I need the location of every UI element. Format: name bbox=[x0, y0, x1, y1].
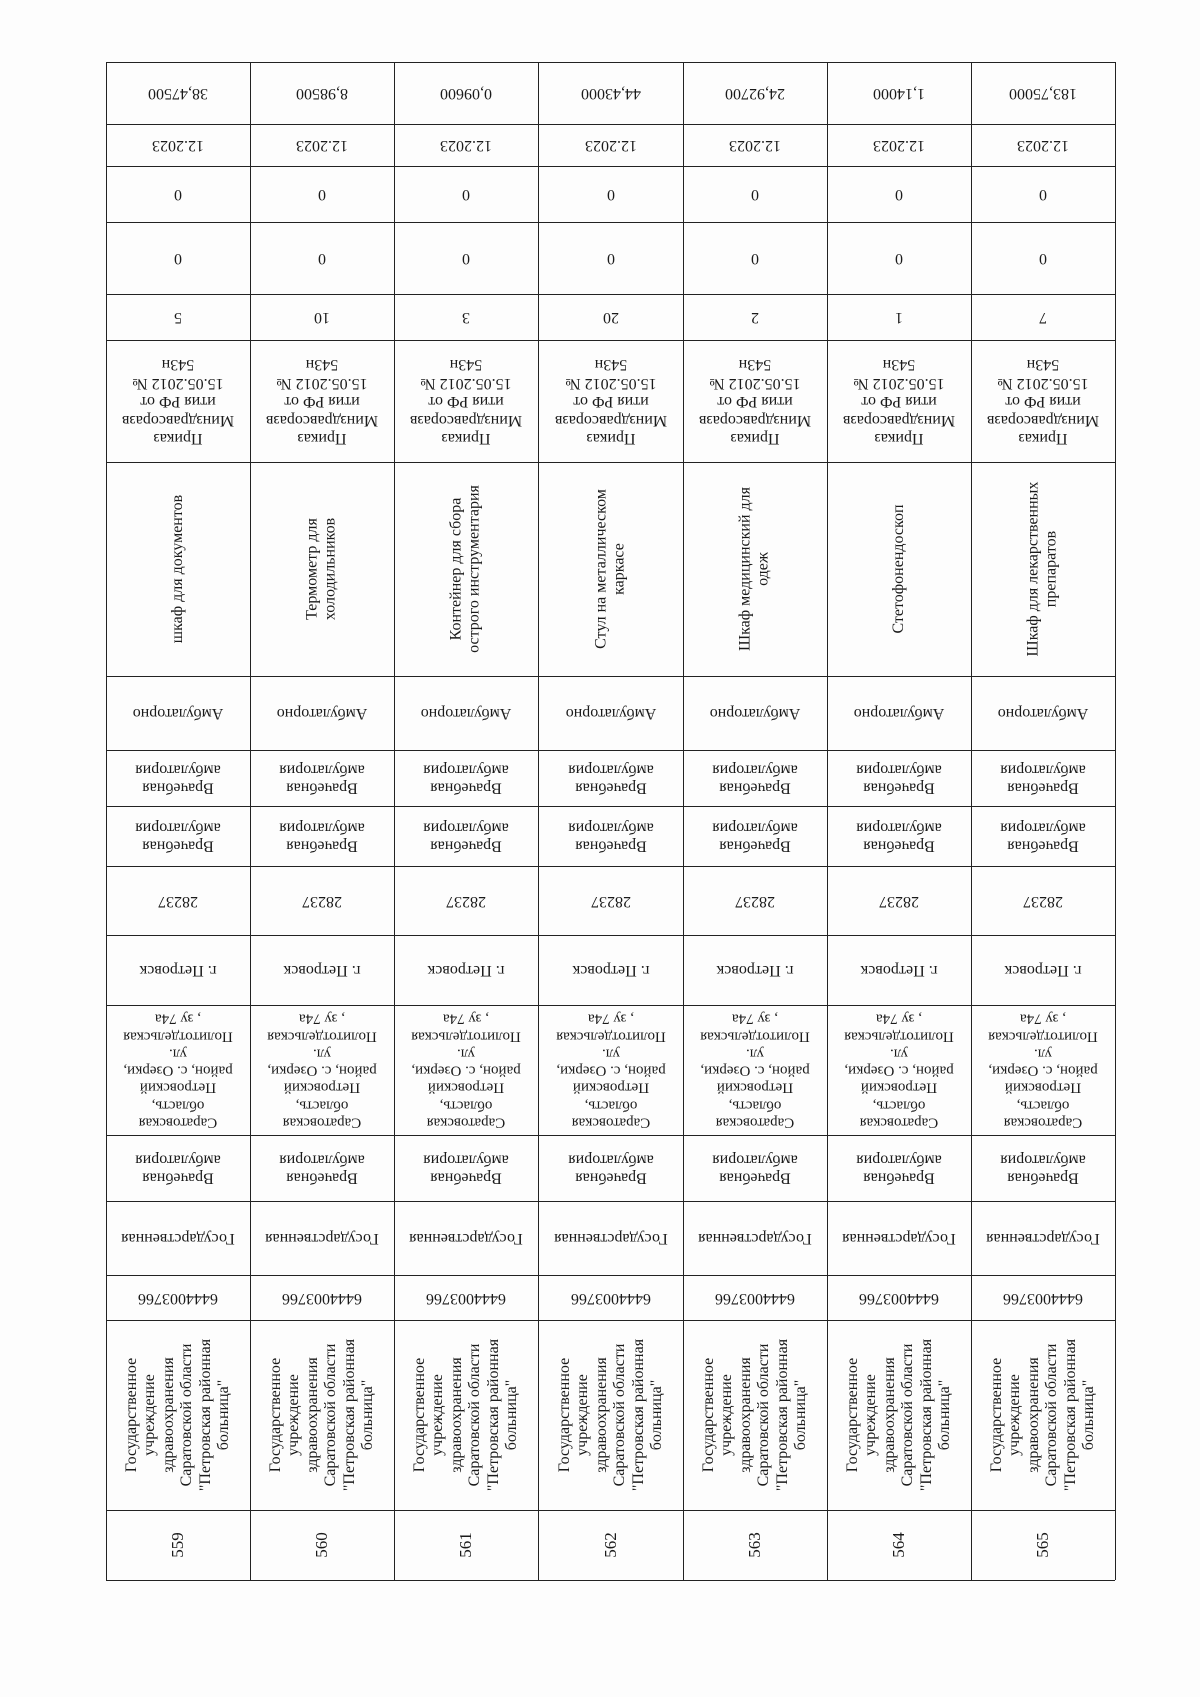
cell-text-qty_missing: 0 bbox=[174, 186, 182, 204]
cell-text-org: Государственное учреждение здравоохранения Саратовской области "Петровская районная больница" bbox=[843, 1338, 953, 1492]
table-cell-subdiv1 bbox=[106, 806, 250, 866]
table-cell-mode bbox=[827, 676, 971, 750]
cell-text-basis: Приказ Минздравсоразв ития РФ от 15.05.2012 № 543н bbox=[409, 356, 523, 447]
table-cell-num bbox=[106, 1510, 250, 1580]
cell-text-ownership: Государственная bbox=[842, 1230, 956, 1248]
cell-text-subdiv2: Врачебная амбулатория bbox=[135, 761, 221, 797]
cell-text-code: 28237 bbox=[879, 892, 919, 910]
cell-text-basis: Приказ Минздравсоразв ития РФ от 15.05.2012 № 543н bbox=[986, 356, 1100, 447]
cell-text-subdiv1: Врачебная амбулатория bbox=[567, 819, 654, 855]
cell-text-city: г. Петровск bbox=[572, 962, 649, 980]
cell-text-mode: Амбулаторно bbox=[997, 705, 1089, 723]
table-cell-num bbox=[394, 1510, 538, 1580]
cell-text-subdiv2: Врачебная амбулатория bbox=[712, 761, 798, 797]
cell-text-num: 563 bbox=[745, 1532, 765, 1558]
cell-text-code: 28237 bbox=[446, 892, 486, 910]
cell-text-subdiv1: Врачебная амбулатория bbox=[279, 819, 365, 855]
table-cell-mode bbox=[538, 676, 683, 750]
cell-text-city: г. Петровск bbox=[427, 962, 505, 980]
cell-text-subdiv1: Врачебная амбулатория bbox=[1000, 819, 1086, 855]
table-rule-horizontal bbox=[106, 1580, 1115, 1581]
cell-text-org: Государственное учреждение здравоохранения Саратовской области "Петровская районная больница" bbox=[987, 1338, 1097, 1492]
cell-text-qty_present: 0 bbox=[895, 250, 903, 268]
cell-text-qty_missing: 0 bbox=[1039, 186, 1047, 204]
cell-text-cost: 8,98500 bbox=[296, 85, 348, 103]
cell-text-address: Саратовская область, Петровский район, с. Озерки, ул. Политотдельская , зу 74а bbox=[700, 1010, 810, 1131]
table-cell-basis bbox=[683, 340, 827, 462]
cell-text-address: Саратовская область, Петровский район, с. Озерки, ул. Политотдельская , зу 74а bbox=[267, 1010, 377, 1131]
cell-text-num: 559 bbox=[168, 1532, 188, 1558]
table-cell-inn bbox=[250, 1275, 394, 1320]
cell-text-subdiv2: Врачебная амбулатория bbox=[279, 761, 365, 797]
cell-text-qty_missing: 0 bbox=[606, 186, 615, 204]
cell-text-ownership: Государственная bbox=[121, 1230, 235, 1248]
table-cell-ownership bbox=[827, 1201, 971, 1275]
table-cell-address bbox=[971, 1005, 1115, 1135]
cell-text-inn: 6444003766 bbox=[1003, 1289, 1083, 1307]
table-cell-qty_required bbox=[683, 294, 827, 340]
table-cell-ownership bbox=[106, 1201, 250, 1275]
table-cell-mode bbox=[394, 676, 538, 750]
cell-text-address: Саратовская область, Петровский район, с. Озерки, ул. Политотдельская , зу 74а bbox=[555, 1010, 666, 1131]
table-cell-cost bbox=[827, 62, 971, 124]
cell-text-qty_required: 3 bbox=[462, 309, 470, 327]
table-cell-date bbox=[250, 124, 394, 166]
cell-text-item: Термометр для холодильников bbox=[303, 517, 339, 621]
table-cell-date bbox=[971, 124, 1115, 166]
table-cell-qty_missing bbox=[394, 166, 538, 222]
table-cell-org bbox=[538, 1320, 683, 1510]
cell-text-num: 564 bbox=[889, 1532, 909, 1558]
table-cell-num bbox=[971, 1510, 1115, 1580]
table-cell-ownership bbox=[538, 1201, 683, 1275]
table-cell-item bbox=[106, 462, 250, 676]
table-cell-qty_required bbox=[250, 294, 394, 340]
table-cell-inn bbox=[971, 1275, 1115, 1320]
cell-text-type: Врачебная амбулатория bbox=[279, 1151, 365, 1187]
cell-text-num: 565 bbox=[1033, 1532, 1053, 1558]
table-cell-type bbox=[827, 1135, 971, 1201]
cell-text-date: 12.2023 bbox=[1017, 137, 1069, 155]
table-cell-qty_missing bbox=[106, 166, 250, 222]
table-cell-code bbox=[971, 866, 1115, 935]
cell-text-type: Врачебная амбулатория bbox=[856, 1151, 942, 1187]
cell-text-city: г. Петровск bbox=[139, 962, 217, 980]
cell-text-code: 28237 bbox=[158, 892, 198, 910]
cell-text-qty_required: 1 bbox=[895, 309, 903, 327]
cell-text-city: г. Петровск bbox=[1004, 962, 1082, 980]
table-cell-mode bbox=[106, 676, 250, 750]
table-cell-date bbox=[538, 124, 683, 166]
cell-text-item: шкаф для документов bbox=[168, 494, 186, 644]
table-cell-code bbox=[106, 866, 250, 935]
table-cell-type bbox=[106, 1135, 250, 1201]
cell-text-org: Государственное учреждение здравоохранения Саратовской области "Петровская районная больница" bbox=[410, 1338, 520, 1492]
table-cell-mode bbox=[971, 676, 1115, 750]
table-cell-org bbox=[394, 1320, 538, 1510]
table-cell-qty_required bbox=[106, 294, 250, 340]
table-cell-subdiv1 bbox=[827, 806, 971, 866]
cell-text-qty_required: 2 bbox=[751, 309, 759, 327]
cell-text-mode: Амбулаторно bbox=[420, 705, 512, 723]
table-cell-subdiv1 bbox=[971, 806, 1115, 866]
table-cell-inn bbox=[106, 1275, 250, 1320]
cell-text-item: Стетофонендоскоп bbox=[889, 504, 907, 634]
table-cell-qty_required bbox=[394, 294, 538, 340]
table-cell-city bbox=[971, 935, 1115, 1005]
cell-text-item: Контейнер для сбора острого инструментария bbox=[447, 485, 483, 653]
table-cell-basis bbox=[538, 340, 683, 462]
cell-text-type: Врачебная амбулатория bbox=[567, 1151, 654, 1187]
table-cell-qty_present bbox=[827, 222, 971, 294]
table-cell-qty_present bbox=[538, 222, 683, 294]
cell-text-subdiv1: Врачебная амбулатория bbox=[423, 819, 509, 855]
cell-text-subdiv1: Врачебная амбулатория bbox=[135, 819, 221, 855]
table-cell-mode bbox=[250, 676, 394, 750]
table-cell-num bbox=[538, 1510, 683, 1580]
cell-text-address: Саратовская область, Петровский район, с. Озерки, ул. Политотдельская , зу 74а bbox=[988, 1010, 1098, 1131]
table-cell-code bbox=[827, 866, 971, 935]
cell-text-item: Шкаф медицинский для одеж bbox=[736, 486, 772, 652]
cell-text-type: Врачебная амбулатория bbox=[423, 1151, 509, 1187]
cell-text-item: Шкаф для лекарственных препаратов bbox=[1024, 481, 1060, 657]
table-cell-subdiv2 bbox=[394, 750, 538, 806]
table-cell-ownership bbox=[250, 1201, 394, 1275]
table-cell-cost bbox=[106, 62, 250, 124]
table-cell-qty_missing bbox=[683, 166, 827, 222]
cell-text-inn: 6444003766 bbox=[138, 1289, 218, 1307]
table-cell-item bbox=[683, 462, 827, 676]
table-cell-num bbox=[250, 1510, 394, 1580]
cell-text-inn: 6444003766 bbox=[426, 1289, 506, 1307]
cell-text-subdiv2: Врачебная амбулатория bbox=[567, 761, 654, 797]
table-rule-vertical bbox=[1115, 62, 1116, 1580]
cell-text-ownership: Государственная bbox=[553, 1230, 668, 1248]
table-cell-subdiv1 bbox=[250, 806, 394, 866]
table-cell-cost bbox=[250, 62, 394, 124]
table-cell-type bbox=[250, 1135, 394, 1201]
cell-text-qty_required: 20 bbox=[602, 309, 619, 327]
table-cell-subdiv2 bbox=[683, 750, 827, 806]
cell-text-date: 12.2023 bbox=[152, 137, 204, 155]
cell-text-inn: 6444003766 bbox=[282, 1289, 362, 1307]
cell-text-address: Саратовская область, Петровский район, с. Озерки, ул. Политотдельская , зу 74а bbox=[411, 1010, 521, 1131]
cell-text-code: 28237 bbox=[735, 892, 775, 910]
table-cell-qty_missing bbox=[250, 166, 394, 222]
table-cell-org bbox=[250, 1320, 394, 1510]
table-cell-address bbox=[250, 1005, 394, 1135]
table-cell-type bbox=[971, 1135, 1115, 1201]
cell-text-org: Государственное учреждение здравоохранения Саратовской области "Петровская районная больница" bbox=[266, 1338, 376, 1492]
cell-text-basis: Приказ Минздравсоразв ития РФ от 15.05.2012 № 543н bbox=[265, 356, 379, 447]
table-cell-qty_missing bbox=[538, 166, 683, 222]
table-cell-type bbox=[683, 1135, 827, 1201]
cell-text-qty_present: 0 bbox=[174, 250, 182, 268]
table-cell-ownership bbox=[971, 1201, 1115, 1275]
cell-text-mode: Амбулаторно bbox=[709, 705, 801, 723]
table-cell-cost bbox=[394, 62, 538, 124]
table-cell-basis bbox=[827, 340, 971, 462]
cell-text-ownership: Государственная bbox=[409, 1230, 523, 1248]
table-cell-qty_present bbox=[250, 222, 394, 294]
cell-text-qty_present: 0 bbox=[1039, 250, 1047, 268]
cell-text-ownership: Государственная bbox=[986, 1230, 1100, 1248]
cell-text-qty_missing: 0 bbox=[895, 186, 903, 204]
table-cell-type bbox=[394, 1135, 538, 1201]
table-cell-qty_required bbox=[971, 294, 1115, 340]
table-cell-city bbox=[538, 935, 683, 1005]
cell-text-mode: Амбулаторно bbox=[276, 705, 368, 723]
table-cell-inn bbox=[538, 1275, 683, 1320]
table-cell-subdiv2 bbox=[106, 750, 250, 806]
cell-text-inn: 6444003766 bbox=[715, 1289, 795, 1307]
cell-text-subdiv1: Врачебная амбулатория bbox=[856, 819, 942, 855]
cell-text-num: 560 bbox=[312, 1532, 332, 1558]
table-cell-org bbox=[683, 1320, 827, 1510]
cell-text-ownership: Государственная bbox=[698, 1230, 812, 1248]
cell-text-basis: Приказ Минздравсоразв ития РФ от 15.05.2012 № 543н bbox=[121, 356, 235, 447]
table-cell-org bbox=[106, 1320, 250, 1510]
cell-text-org: Государственное учреждение здравоохранения Саратовской области "Петровская районная больница" bbox=[555, 1338, 665, 1492]
cell-text-basis: Приказ Минздравсоразв ития РФ от 15.05.2012 № 543н bbox=[554, 356, 667, 447]
cell-text-city: г. Петровск bbox=[860, 962, 938, 980]
table-cell-subdiv1 bbox=[683, 806, 827, 866]
table-cell-qty_present bbox=[394, 222, 538, 294]
cell-text-inn: 6444003766 bbox=[570, 1289, 651, 1307]
table-cell-qty_missing bbox=[971, 166, 1115, 222]
cell-text-type: Врачебная амбулатория bbox=[712, 1151, 798, 1187]
cell-text-date: 12.2023 bbox=[296, 137, 348, 155]
cell-text-qty_present: 0 bbox=[751, 250, 759, 268]
cell-text-basis: Приказ Минздравсоразв ития РФ от 15.05.2012 № 543н bbox=[698, 356, 812, 447]
table-cell-item bbox=[538, 462, 683, 676]
table-cell-basis bbox=[394, 340, 538, 462]
table-cell-city bbox=[394, 935, 538, 1005]
cell-text-mode: Амбулаторно bbox=[565, 705, 656, 723]
table-cell-basis bbox=[971, 340, 1115, 462]
table-cell-city bbox=[683, 935, 827, 1005]
table-cell-inn bbox=[394, 1275, 538, 1320]
cell-text-item: Стул на металлическом каркасе bbox=[592, 489, 628, 649]
cell-text-address: Саратовская область, Петровский район, с. Озерки, ул. Политотдельская , зу 74а bbox=[123, 1010, 233, 1131]
cell-text-subdiv2: Врачебная амбулатория bbox=[856, 761, 942, 797]
cell-text-cost: 183,75000 bbox=[1009, 85, 1077, 103]
table-cell-ownership bbox=[683, 1201, 827, 1275]
table-cell-address bbox=[538, 1005, 683, 1135]
cell-text-cost: 44,43000 bbox=[580, 85, 641, 103]
table-cell-inn bbox=[683, 1275, 827, 1320]
table-cell-cost bbox=[683, 62, 827, 124]
table-cell-code bbox=[683, 866, 827, 935]
cell-text-mode: Амбулаторно bbox=[132, 705, 224, 723]
table-cell-code bbox=[250, 866, 394, 935]
cell-text-qty_required: 7 bbox=[1039, 309, 1047, 327]
table-cell-qty_present bbox=[971, 222, 1115, 294]
table-cell-num bbox=[827, 1510, 971, 1580]
cell-text-num: 562 bbox=[600, 1532, 620, 1558]
cell-text-code: 28237 bbox=[1023, 892, 1063, 910]
table-cell-city bbox=[827, 935, 971, 1005]
cell-text-cost: 0,09600 bbox=[440, 85, 492, 103]
cell-text-num: 561 bbox=[456, 1532, 476, 1558]
table-cell-code bbox=[394, 866, 538, 935]
table-cell-city bbox=[250, 935, 394, 1005]
table-cell-subdiv2 bbox=[250, 750, 394, 806]
cell-text-qty_present: 0 bbox=[462, 250, 470, 268]
table-cell-basis bbox=[250, 340, 394, 462]
cell-text-city: г. Петровск bbox=[283, 962, 361, 980]
table-cell-qty_required bbox=[538, 294, 683, 340]
table-cell-item bbox=[394, 462, 538, 676]
table-cell-subdiv2 bbox=[827, 750, 971, 806]
cell-text-code: 28237 bbox=[302, 892, 342, 910]
cell-text-qty_present: 0 bbox=[318, 250, 326, 268]
table-cell-cost bbox=[971, 62, 1115, 124]
table-cell-org bbox=[827, 1320, 971, 1510]
table-cell-date bbox=[106, 124, 250, 166]
table-cell-item bbox=[827, 462, 971, 676]
cell-text-qty_required: 5 bbox=[174, 309, 182, 327]
table-cell-address bbox=[683, 1005, 827, 1135]
table-cell-date bbox=[394, 124, 538, 166]
cell-text-qty_missing: 0 bbox=[751, 186, 759, 204]
cell-text-qty_present: 0 bbox=[606, 250, 615, 268]
table-cell-qty_missing bbox=[827, 166, 971, 222]
table-cell-ownership bbox=[394, 1201, 538, 1275]
cell-text-type: Врачебная амбулатория bbox=[135, 1151, 221, 1187]
cell-text-date: 12.2023 bbox=[440, 137, 492, 155]
table-cell-item bbox=[250, 462, 394, 676]
cell-text-qty_missing: 0 bbox=[462, 186, 470, 204]
table-cell-subdiv2 bbox=[538, 750, 683, 806]
table-cell-subdiv1 bbox=[394, 806, 538, 866]
cell-text-basis: Приказ Минздравсоразв ития РФ от 15.05.2012 № 543н bbox=[842, 356, 956, 447]
cell-text-date: 12.2023 bbox=[584, 137, 637, 155]
table-cell-address bbox=[394, 1005, 538, 1135]
cell-text-org: Государственное учреждение здравоохранения Саратовской области "Петровская районная больница" bbox=[122, 1338, 232, 1492]
table-cell-date bbox=[683, 124, 827, 166]
table-cell-item bbox=[971, 462, 1115, 676]
table-cell-subdiv1 bbox=[538, 806, 683, 866]
cell-text-subdiv2: Врачебная амбулатория bbox=[1000, 761, 1086, 797]
cell-text-org: Государственное учреждение здравоохранения Саратовской области "Петровская районная больница" bbox=[699, 1338, 809, 1492]
table-cell-city bbox=[106, 935, 250, 1005]
table-cell-mode bbox=[683, 676, 827, 750]
table-cell-cost bbox=[538, 62, 683, 124]
cell-text-mode: Амбулаторно bbox=[853, 705, 945, 723]
table-cell-subdiv2 bbox=[971, 750, 1115, 806]
table-cell-qty_present bbox=[106, 222, 250, 294]
table-cell-address bbox=[106, 1005, 250, 1135]
cell-text-cost: 1,14000 bbox=[873, 85, 925, 103]
table-cell-org bbox=[971, 1320, 1115, 1510]
table-cell-qty_required bbox=[827, 294, 971, 340]
table-cell-address bbox=[827, 1005, 971, 1135]
cell-text-cost: 38,47500 bbox=[148, 85, 208, 103]
cell-text-ownership: Государственная bbox=[265, 1230, 379, 1248]
cell-text-cost: 24,92700 bbox=[725, 85, 785, 103]
cell-text-qty_required: 10 bbox=[314, 309, 330, 327]
table-cell-inn bbox=[827, 1275, 971, 1320]
table-cell-date bbox=[827, 124, 971, 166]
cell-text-type: Врачебная амбулатория bbox=[1000, 1151, 1086, 1187]
table-cell-basis bbox=[106, 340, 250, 462]
cell-text-subdiv2: Врачебная амбулатория bbox=[423, 761, 509, 797]
cell-text-subdiv1: Врачебная амбулатория bbox=[712, 819, 798, 855]
cell-text-city: г. Петровск bbox=[716, 962, 794, 980]
cell-text-date: 12.2023 bbox=[873, 137, 925, 155]
cell-text-code: 28237 bbox=[590, 892, 631, 910]
cell-text-address: Саратовская область, Петровский район, с. Озерки, ул. Политотдельская , зу 74а bbox=[844, 1010, 954, 1131]
table-cell-qty_present bbox=[683, 222, 827, 294]
table-cell-code bbox=[538, 866, 683, 935]
table-cell-num bbox=[683, 1510, 827, 1580]
cell-text-inn: 6444003766 bbox=[859, 1289, 939, 1307]
table-cell-type bbox=[538, 1135, 683, 1201]
cell-text-date: 12.2023 bbox=[729, 137, 781, 155]
cell-text-qty_missing: 0 bbox=[318, 186, 326, 204]
